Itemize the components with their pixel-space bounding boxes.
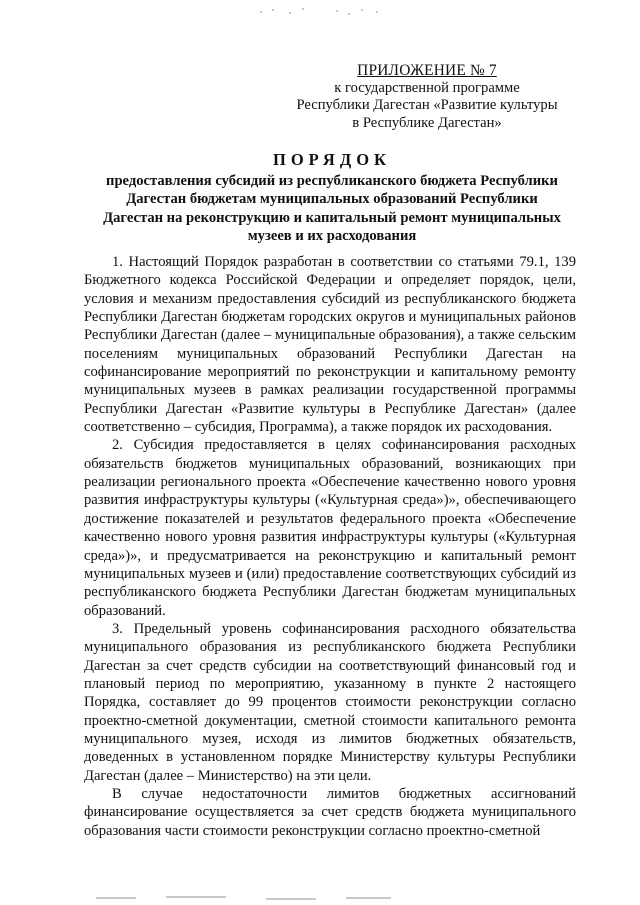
document-body bbox=[84, 253, 576, 840]
paragraph-2: 2. Субсидия предоставляется в целях софинансирования расходных обязательств бюджетов муниципальных образований, возникающих при реализации регионального проекта «Обеспечение качественно нового уровня развития инфраструктуры культуры («Культурная среда»)», обеспечивающего достижение показателей и результатов федерального проекта «Обеспечение качественно нового уровня развития инфраструктуры культуры («Культурная среда»)», и предусматривается на реконструкцию и капитальный ремонт муниципальных музеев и (или) предоставление соответствующих субсидий из республиканского бюджета Республики Дагестан бюджетам муниципальных образований. bbox=[84, 437, 576, 619]
heading-line: Дагестан на реконструкцию и капитальный ремонт муниципальных bbox=[103, 209, 561, 226]
paragraph-3: 3. Предельный уровень софинансирования расходного обязательства муниципального образования из республиканского бюджета Республики Дагестан за счет средств субсидии на соответствующий финансовый год и плановый период по мероприятию, указанному в пункте 2 настоящего Порядка, составляет до 99 процентов стоимости реконструкции согласно проектно-сметной документации, сметной стоимости капитального ремонта муниципального музея, исходя из лимитов бюджетных обязательств, доведенных в установленном порядке Министерству культуры Республики Дагестан (далее – Министерство) на эти цели. bbox=[84, 620, 576, 784]
paragraph-1: 1. Настоящий Порядок разработан в соответствии со статьями 79.1, 139 Бюджетного кодекса Российской Федерации и определяет порядок, цели, условия и механизм предоставления субсидий из республиканского бюджета Республики Дагестан бюджетам городских округов и муниципальных районов Республики Дагестан (далее – муниципальные образования), а также сельским поселениям муниципальных образований Республики Дагестан на софинансирование мероприятий по реконструкции и капитальному ремонту муниципальных музеев в рамках реализации государственной программы Республики Дагестан «Развитие культуры в Республике Дагестан» (далее соответственно – субсидия, Программа), а также порядок их расходования. bbox=[84, 254, 576, 436]
paragraph-4: В случае недостаточности лимитов бюджетных ассигнований финансирование осуществляется за счет средств бюджета муниципального образования части стоимости реконструкции согласно проектно-сметной bbox=[84, 785, 576, 839]
appendix-block bbox=[282, 62, 572, 132]
scan-artifact bbox=[96, 895, 396, 901]
appendix-line: Республики Дагестан «Развитие культуры bbox=[296, 97, 558, 113]
appendix-title: ПРИЛОЖЕНИЕ № 7 bbox=[357, 62, 497, 79]
heading-title: ПОРЯДОК bbox=[273, 150, 391, 169]
appendix-line: к государственной программе bbox=[334, 79, 520, 96]
heading-subtitle bbox=[72, 172, 592, 245]
document-heading bbox=[72, 150, 592, 245]
heading-line: предоставления субсидий из республиканского бюджета Республики bbox=[106, 173, 558, 189]
heading-line: музеев и их расходования bbox=[247, 227, 417, 244]
scan-artifact bbox=[258, 6, 388, 18]
appendix-line: в Республике Дагестан» bbox=[352, 114, 502, 131]
heading-line: Дагестан бюджетам муниципальных образований Республики bbox=[126, 191, 538, 208]
